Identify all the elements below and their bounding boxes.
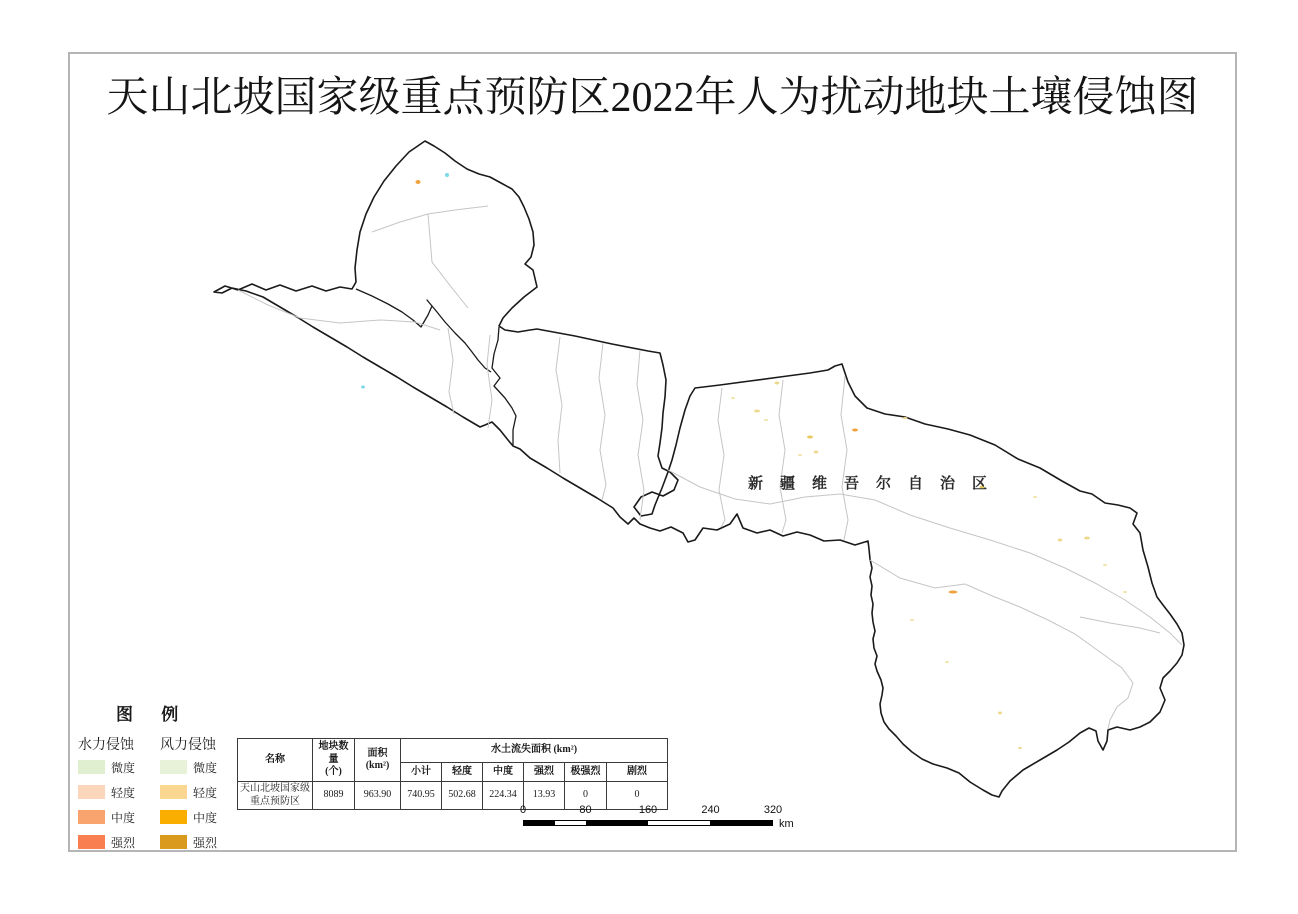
erosion-speck [949, 591, 958, 594]
legend-item [160, 835, 228, 849]
col-header-area [355, 739, 401, 782]
sub-header-4: 极强烈 [565, 763, 607, 782]
erosion-speck [1058, 539, 1063, 542]
scalebar-segment [524, 821, 555, 825]
erosion-speck [910, 619, 914, 621]
legend-swatch [160, 810, 187, 824]
row-value-cell: 0 [607, 782, 668, 810]
legend-item-label: 轻度 [111, 785, 136, 800]
erosion-speck [764, 419, 768, 421]
legend-item [160, 785, 228, 799]
erosion-speck [807, 436, 813, 439]
scalebar-segment [710, 821, 772, 825]
legend-item [78, 835, 146, 849]
legend-item-label: 轻度 [193, 785, 218, 800]
sub-header-0: 小计 [401, 763, 442, 782]
legend-item-label: 强烈 [193, 835, 218, 850]
province-label: 新疆维吾尔自治区 [748, 476, 1005, 492]
row-name-cell: 天山北坡国家级重点预防区 [238, 782, 313, 810]
erosion-speck [445, 173, 449, 177]
erosion-speck [852, 429, 858, 432]
legend-group-name: 水力侵蚀 [78, 738, 134, 753]
erosion-speck [798, 454, 802, 456]
row-value-cell: 224.34 [483, 782, 524, 810]
legend-item-label: 中度 [111, 810, 136, 825]
legend-group-1 [160, 734, 228, 860]
legend-item-label: 中度 [193, 810, 218, 825]
legend-item-label: 微度 [193, 760, 218, 775]
erosion-speck [731, 397, 735, 399]
legend-group-name: 风力侵蚀 [160, 738, 216, 753]
scalebar-segment [555, 821, 586, 825]
row-value-cell: 502.68 [442, 782, 483, 810]
row-value-cell: 0 [565, 782, 607, 810]
scalebar-tick-320: 320 [763, 804, 783, 816]
sub-header-2: 中度 [483, 763, 524, 782]
map-title: 天山北坡国家级重点预防区2022年人为扰动地块土壤侵蚀图 [106, 75, 1199, 121]
erosion-speck [1018, 747, 1022, 749]
erosion-speck [814, 451, 819, 454]
legend-title: 图 例 [116, 705, 191, 724]
legend-swatch [160, 760, 187, 774]
col-header-count-line2: (个) [325, 766, 342, 778]
erosion-speck [1084, 537, 1090, 540]
scalebar-unit: km [779, 818, 794, 830]
col-header-area-line2: (km²) [365, 760, 390, 771]
legend-swatch [160, 835, 187, 849]
legend-item-label: 强烈 [111, 835, 136, 850]
legend-item [78, 810, 146, 824]
row-value-cell: 963.90 [355, 782, 401, 810]
scalebar-bar [523, 820, 773, 826]
legend-item [78, 785, 146, 799]
scalebar-tick-0: 0 [519, 804, 527, 816]
legend-group-0 [78, 734, 146, 860]
scalebar-segment [648, 821, 710, 825]
col-header-count [313, 739, 355, 782]
legend [78, 700, 228, 860]
erosion-stats-table [237, 738, 668, 810]
legend-swatch [78, 835, 105, 849]
erosion-speck [754, 410, 760, 413]
scalebar-tick-80: 80 [579, 804, 592, 816]
erosion-speck [945, 661, 949, 663]
scalebar [519, 804, 823, 832]
scalebar-tick-240: 240 [701, 804, 720, 816]
erosion-speck [1123, 591, 1127, 593]
sub-header-3: 强烈 [524, 763, 565, 782]
legend-item [78, 760, 146, 774]
sub-header-5: 剧烈 [607, 763, 668, 782]
legend-groups [78, 734, 228, 860]
erosion-speck [1103, 564, 1107, 566]
erosion-speck [775, 382, 780, 385]
legend-item [160, 810, 228, 824]
sub-header-1: 轻度 [442, 763, 483, 782]
scalebar-tick-160: 160 [638, 804, 658, 816]
col-header-name: 名称 [238, 739, 313, 782]
legend-swatch [78, 760, 105, 774]
legend-item-label: 微度 [111, 760, 136, 775]
scalebar-segment [586, 821, 648, 825]
legend-swatch [78, 810, 105, 824]
erosion-speck [361, 386, 365, 389]
row-value-cell: 740.95 [401, 782, 442, 810]
legend-swatch [160, 785, 187, 799]
region-outline [214, 141, 1184, 797]
erosion-speck [998, 712, 1002, 715]
erosion-speck [903, 417, 908, 419]
row-value-cell: 13.93 [524, 782, 565, 810]
row-value-cell: 8089 [313, 782, 355, 810]
erosion-speck [1033, 496, 1037, 498]
col-header-area-line1: 面积 [367, 747, 388, 759]
col-header-loss: 水土流失面积 (km²) [401, 739, 668, 763]
scalebar-ticks [519, 804, 823, 817]
legend-item [160, 760, 228, 774]
col-header-count-line1: 地块数量 [318, 741, 349, 765]
erosion-speck [416, 180, 421, 184]
legend-swatch [78, 785, 105, 799]
